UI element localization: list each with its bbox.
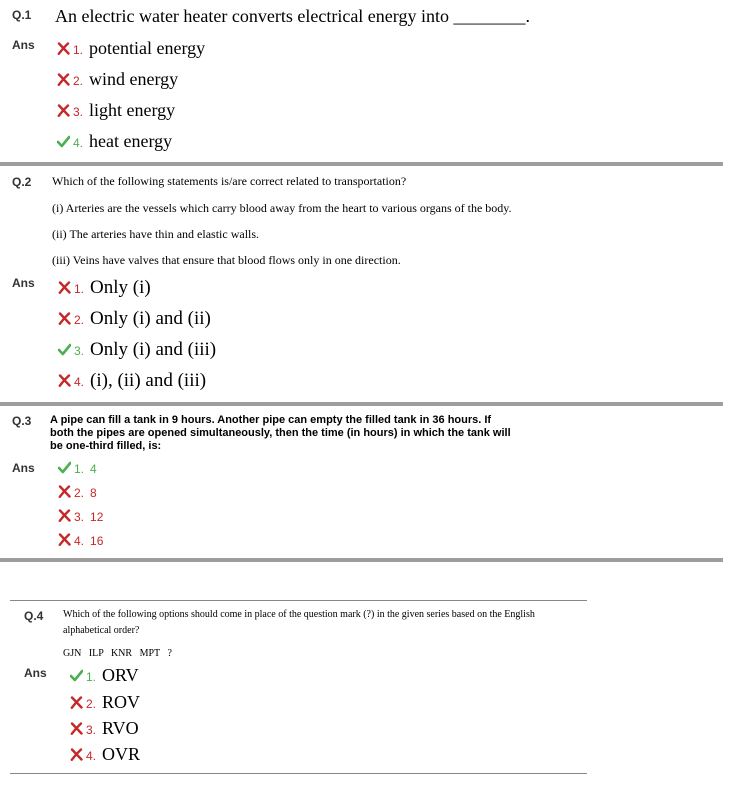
option-text: Only (i) and (iii)	[90, 339, 217, 360]
option-text: RVO	[102, 718, 139, 738]
option-text: ROV	[102, 692, 141, 712]
option-2	[70, 692, 140, 713]
option-number: 2.	[74, 486, 85, 500]
option-3	[58, 508, 109, 524]
option-number: 1.	[86, 670, 97, 684]
question-line: Which of the following options should come in place of the question mark (?) in the given series based on the English	[63, 609, 535, 620]
option-text: OVR	[102, 744, 141, 764]
option-number: 4.	[73, 136, 84, 150]
option-3	[57, 100, 175, 121]
option-number: 1.	[74, 282, 85, 296]
option-text: 4	[90, 462, 97, 476]
ans-label: Ans	[12, 38, 35, 52]
option-2	[58, 308, 211, 330]
option-number: 2.	[73, 74, 84, 88]
option-number: 2.	[74, 313, 85, 327]
cross-icon	[57, 42, 70, 55]
cross-icon	[57, 73, 70, 86]
question-number: Q.3	[12, 414, 32, 428]
option-text: heat energy	[89, 131, 173, 151]
option-text: Only (i)	[90, 277, 151, 298]
question-line: alphabetical order?	[63, 625, 140, 636]
option-text: light energy	[89, 100, 176, 120]
question-line: be one-third filled, is:	[50, 440, 162, 452]
option-text: potential energy	[89, 38, 206, 58]
option-text: (i), (ii) and (iii)	[90, 370, 207, 391]
cross-icon	[70, 722, 83, 735]
cross-icon	[70, 696, 83, 709]
separator	[0, 402, 723, 406]
option-3	[70, 718, 139, 739]
option-number: 2.	[86, 697, 97, 711]
cross-icon	[57, 104, 70, 117]
cross-icon	[58, 312, 71, 325]
option-4	[58, 532, 109, 548]
option-text: ORV	[102, 665, 139, 685]
check-icon	[58, 461, 71, 474]
question-number: Q.1	[12, 8, 32, 22]
separator	[0, 162, 723, 166]
question-text	[63, 607, 535, 639]
option-2	[58, 484, 103, 500]
option-2	[57, 69, 178, 90]
option-text: wind energy	[89, 69, 179, 89]
option-number: 3.	[74, 510, 85, 524]
option-text: Only (i) and (ii)	[90, 308, 211, 329]
ans-label: Ans	[24, 666, 47, 680]
option-4	[57, 131, 172, 152]
question-text: Which of the following statements is/are correct related to transportation?	[52, 174, 407, 188]
option-4	[70, 744, 140, 765]
option-number: 4.	[86, 749, 97, 763]
ans-label: Ans	[12, 276, 35, 290]
check-icon	[70, 669, 83, 682]
option-number: 1.	[74, 462, 85, 476]
option-1	[58, 460, 103, 476]
check-icon	[57, 135, 70, 148]
option-number: 3.	[73, 105, 84, 119]
divider	[10, 600, 587, 601]
option-1	[58, 277, 151, 299]
option-4	[58, 370, 206, 392]
cross-icon	[58, 281, 71, 294]
option-1	[70, 665, 139, 686]
question-text: An electric water heater converts electrical energy into ________.	[55, 6, 530, 26]
separator	[0, 558, 723, 562]
option-text: 12	[90, 510, 104, 524]
ans-label: Ans	[12, 461, 35, 475]
statement: (iii) Veins have valves that ensure that blood flows only in one direction.	[52, 253, 401, 267]
statement: (i) Arteries are the vessels which carry blood away from the heart to various organs of the body.	[52, 201, 512, 215]
cross-icon	[58, 533, 71, 546]
option-text: 16	[90, 534, 104, 548]
letter-series: GJN ILP KNR MPT ?	[63, 648, 172, 659]
statement: (ii) The arteries have thin and elastic walls.	[52, 227, 260, 241]
option-number: 4.	[74, 534, 85, 548]
cross-icon	[58, 509, 71, 522]
option-number: 3.	[86, 723, 97, 737]
option-3	[58, 339, 216, 361]
cross-icon	[58, 374, 71, 387]
option-number: 4.	[74, 375, 85, 389]
option-number: 3.	[74, 344, 85, 358]
question-line: A pipe can fill a tank in 9 hours. Another pipe can empty the filled tank in 36 hours. If	[50, 414, 492, 426]
divider	[10, 773, 587, 774]
question-number: Q.2	[12, 175, 32, 189]
option-number: 1.	[73, 43, 84, 57]
question-number: Q.4	[24, 609, 44, 623]
cross-icon	[58, 485, 71, 498]
question-line: both the pipes are opened simultaneously, then the time (in hours) in which the tank will	[50, 427, 511, 439]
option-text: 8	[90, 486, 97, 500]
cross-icon	[70, 748, 83, 761]
check-icon	[58, 343, 71, 356]
question-text	[50, 414, 511, 453]
option-1	[57, 38, 205, 59]
